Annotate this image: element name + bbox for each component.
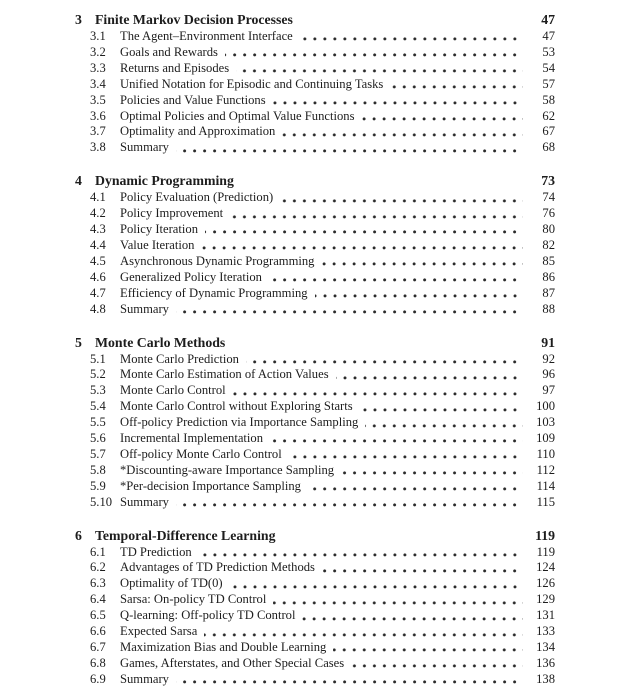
chapter-page-number: 73 — [541, 173, 555, 189]
section-page-number: 80 — [542, 222, 555, 237]
toc-section-entry[interactable] — [75, 124, 555, 140]
section-number: 4.4 — [90, 237, 106, 252]
dot-leader — [176, 503, 523, 507]
section-page-number: 74 — [542, 190, 555, 205]
chapter-page-number: 91 — [541, 334, 555, 350]
section-title: Incremental Implementation — [120, 431, 264, 446]
section-page-number: 68 — [542, 140, 555, 155]
section-title: Off-policy Monte Carlo Control — [120, 446, 282, 461]
chapter-page-number: 47 — [541, 12, 555, 27]
section-page-number: 54 — [542, 60, 555, 75]
toc-section-entry[interactable] — [75, 270, 555, 286]
section-page-number: 97 — [542, 383, 555, 398]
chapter-block — [75, 10, 555, 156]
section-page-number: 53 — [542, 44, 555, 59]
section-page-number: 96 — [542, 367, 555, 382]
section-page-number: 88 — [542, 301, 555, 316]
dot-leader — [233, 392, 523, 396]
section-title: Monte Carlo Control — [120, 383, 226, 398]
section-number: 4.5 — [90, 253, 106, 268]
section-page-number: 92 — [542, 351, 555, 366]
section-page-number: 47 — [542, 29, 555, 43]
section-number: 6.4 — [90, 592, 106, 607]
toc-section-entry[interactable] — [75, 656, 555, 672]
section-number: 5.6 — [90, 431, 106, 446]
section-page-number: 110 — [536, 446, 555, 461]
chapter-block — [75, 171, 555, 317]
dot-leader — [321, 262, 523, 266]
chapter-page-number: 119 — [535, 527, 555, 543]
dot-leader — [365, 424, 523, 428]
section-page-number: 133 — [536, 624, 555, 639]
dot-leader — [201, 246, 523, 250]
dot-leader — [236, 69, 523, 73]
toc-section-entry[interactable] — [75, 463, 555, 479]
toc-section-entry[interactable] — [75, 77, 555, 93]
toc-section-entry[interactable] — [75, 93, 555, 109]
section-title: Policies and Value Functions — [120, 92, 266, 107]
toc-section-entry[interactable] — [75, 560, 555, 576]
toc-chapter-entry[interactable] — [75, 333, 555, 352]
toc-section-entry[interactable] — [75, 495, 555, 511]
dot-leader — [225, 53, 523, 57]
dot-leader — [361, 117, 523, 121]
toc-section-entry[interactable] — [75, 109, 555, 125]
section-number: 3.2 — [90, 44, 106, 59]
toc-section-entry[interactable] — [75, 672, 555, 688]
section-page-number: 86 — [542, 269, 555, 284]
toc-section-entry[interactable] — [75, 415, 555, 431]
toc-section-entry[interactable] — [75, 254, 555, 270]
section-number: 4.2 — [90, 206, 106, 221]
toc-section-entry[interactable] — [75, 45, 555, 61]
section-number: 5.5 — [90, 415, 106, 430]
section-page-number: 126 — [536, 576, 555, 591]
dot-leader — [289, 455, 523, 459]
toc-chapter-entry[interactable] — [75, 526, 555, 545]
dot-leader — [341, 471, 523, 475]
dot-leader — [322, 569, 523, 573]
section-page-number: 124 — [536, 560, 555, 575]
section-title: Policy Improvement — [120, 206, 224, 221]
section-page-number: 109 — [536, 431, 555, 446]
section-title: Optimal Policies and Optimal Value Functions — [120, 108, 355, 123]
toc-section-entry[interactable] — [75, 383, 555, 399]
dot-leader — [273, 101, 523, 105]
dot-leader — [246, 360, 523, 364]
section-title: Expected Sarsa — [120, 624, 198, 639]
section-page-number: 119 — [536, 544, 555, 559]
dot-leader — [302, 617, 523, 621]
section-number: 4.6 — [90, 269, 106, 284]
section-number: 4.7 — [90, 285, 106, 300]
section-title: Off-policy Prediction via Importance Sampling — [120, 415, 359, 430]
toc-section-entry[interactable] — [75, 302, 555, 318]
dot-leader — [230, 215, 523, 219]
dot-leader — [205, 230, 523, 234]
toc-section-entry[interactable] — [75, 399, 555, 415]
toc-section-entry[interactable] — [75, 592, 555, 608]
dot-leader — [282, 133, 523, 137]
section-title: Optimality of TD(0) — [120, 576, 223, 591]
section-title: Summary — [120, 494, 169, 509]
section-title: Games, Afterstates, and Other Special Cases — [120, 655, 345, 670]
dot-leader — [176, 310, 523, 314]
toc-chapter-entry[interactable] — [75, 171, 555, 190]
section-number: 5.7 — [90, 446, 106, 461]
toc-section-entry[interactable] — [75, 576, 555, 592]
chapter-block — [75, 333, 555, 511]
section-page-number: 85 — [542, 253, 555, 268]
section-number: 5.10 — [90, 494, 113, 509]
toc-section-entry[interactable] — [75, 222, 555, 238]
dot-leader — [176, 149, 523, 153]
toc-section-entry[interactable] — [75, 238, 555, 254]
section-title: Sarsa: On-policy TD Control — [120, 592, 267, 607]
section-number: 5.8 — [90, 462, 106, 477]
dot-leader — [269, 278, 523, 282]
section-page-number: 87 — [542, 285, 555, 300]
section-page-number: 134 — [536, 640, 555, 654]
section-number: 5.1 — [90, 351, 106, 366]
dot-leader — [176, 680, 523, 684]
section-title: Summary — [120, 301, 169, 316]
chapter-number: 6 — [75, 527, 82, 543]
toc-section-entry[interactable] — [75, 190, 555, 206]
chapter-title: Finite Markov Decision Processes — [95, 12, 293, 27]
dot-leader — [336, 376, 523, 380]
toc-section-entry[interactable] — [75, 286, 555, 302]
section-title: *Per-decision Importance Sampling — [120, 478, 301, 493]
section-title: Summary — [120, 671, 169, 686]
section-number: 6.5 — [90, 608, 106, 623]
section-number: 6.3 — [90, 576, 106, 591]
section-page-number: 100 — [536, 399, 555, 414]
toc-section-entry[interactable] — [75, 206, 555, 222]
section-title: Monte Carlo Prediction — [120, 351, 239, 366]
section-number: 6.2 — [90, 560, 106, 575]
dot-leader — [199, 553, 523, 557]
dot-leader — [333, 648, 523, 652]
section-page-number: 138 — [536, 671, 555, 686]
toc-section-entry[interactable] — [75, 352, 555, 368]
toc-section-entry[interactable] — [75, 640, 555, 656]
toc-section-entry[interactable] — [75, 447, 555, 463]
section-title: Asynchronous Dynamic Programming — [120, 253, 315, 268]
toc-section-entry[interactable] — [75, 479, 555, 495]
section-number: 6.1 — [90, 544, 106, 559]
section-number: 3.1 — [90, 29, 106, 43]
section-page-number: 58 — [542, 92, 555, 107]
section-number: 3.4 — [90, 76, 106, 91]
section-title: Q-learning: Off-policy TD Control — [120, 608, 296, 623]
section-number: 5.2 — [90, 367, 106, 382]
section-number: 3.8 — [90, 140, 106, 155]
section-number: 6.7 — [90, 640, 106, 654]
toc-section-entry[interactable] — [75, 367, 555, 383]
toc-section-entry[interactable] — [75, 608, 555, 624]
section-title: Advantages of TD Prediction Methods — [120, 560, 315, 575]
section-page-number: 62 — [542, 108, 555, 123]
section-title: The Agent–Environment Interface — [120, 29, 293, 43]
section-number: 6.8 — [90, 655, 106, 670]
dot-leader — [204, 633, 523, 637]
section-number: 3.5 — [90, 92, 106, 107]
section-title: Efficiency of Dynamic Programming — [120, 285, 308, 300]
dot-leader — [280, 199, 523, 203]
section-number: 4.8 — [90, 301, 106, 316]
section-number: 5.9 — [90, 478, 106, 493]
section-page-number: 129 — [536, 592, 555, 607]
section-title: Policy Iteration — [120, 222, 198, 237]
toc-section-entry[interactable] — [75, 61, 555, 77]
chapter-number: 3 — [75, 12, 82, 27]
section-title: Value Iteration — [120, 237, 195, 252]
dot-leader — [390, 85, 523, 89]
section-page-number: 67 — [542, 124, 555, 139]
chapter-number: 4 — [75, 173, 82, 189]
section-page-number: 131 — [536, 608, 555, 623]
section-page-number: 76 — [542, 206, 555, 221]
section-title: Summary — [120, 140, 169, 155]
section-title: Generalized Policy Iteration — [120, 269, 262, 284]
section-title: Monte Carlo Estimation of Action Values — [120, 367, 329, 382]
section-title: TD Prediction — [120, 544, 192, 559]
chapter-title: Dynamic Programming — [95, 173, 234, 189]
section-title: Optimality and Approximation — [120, 124, 276, 139]
chapter-number: 5 — [75, 334, 82, 350]
section-page-number: 136 — [536, 655, 555, 670]
toc-chapter-entry[interactable] — [75, 10, 555, 29]
section-number: 5.4 — [90, 399, 106, 414]
toc-section-entry[interactable] — [75, 431, 555, 447]
dot-leader — [360, 408, 523, 412]
toc-section-entry[interactable] — [75, 29, 555, 45]
toc-section-entry[interactable] — [75, 545, 555, 561]
toc-section-entry[interactable] — [75, 624, 555, 640]
section-title: Returns and Episodes — [120, 60, 230, 75]
section-page-number: 115 — [536, 494, 555, 509]
section-number: 3.3 — [90, 60, 106, 75]
dot-leader — [270, 439, 523, 443]
dot-leader — [351, 664, 523, 668]
section-page-number: 112 — [536, 462, 555, 477]
section-page-number: 57 — [542, 76, 555, 91]
section-title: Monte Carlo Control without Exploring Starts — [120, 399, 353, 414]
chapter-title: Monte Carlo Methods — [95, 334, 226, 350]
section-title: Goals and Rewards — [120, 44, 218, 59]
dot-leader — [230, 585, 523, 589]
section-number: 6.6 — [90, 624, 106, 639]
section-number: 4.1 — [90, 190, 106, 205]
dot-leader — [308, 487, 523, 491]
section-title: *Discounting-aware Importance Sampling — [120, 462, 335, 477]
section-page-number: 103 — [536, 415, 555, 430]
section-page-number: 82 — [542, 237, 555, 252]
chapter-block — [75, 526, 555, 688]
dot-leader — [273, 601, 523, 605]
section-number: 5.3 — [90, 383, 106, 398]
section-title: Maximization Bias and Double Learning — [120, 640, 327, 654]
dot-leader — [300, 37, 523, 41]
section-number: 3.6 — [90, 108, 106, 123]
dot-leader — [315, 294, 523, 298]
section-page-number: 114 — [536, 478, 555, 493]
section-number: 4.3 — [90, 222, 106, 237]
section-title: Unified Notation for Episodic and Continuing Tasks — [120, 76, 384, 91]
toc-section-entry[interactable] — [75, 140, 555, 156]
section-title: Policy Evaluation (Prediction) — [120, 190, 274, 205]
chapter-title: Temporal-Difference Learning — [95, 527, 276, 543]
section-number: 3.7 — [90, 124, 106, 139]
section-number: 6.9 — [90, 671, 106, 686]
